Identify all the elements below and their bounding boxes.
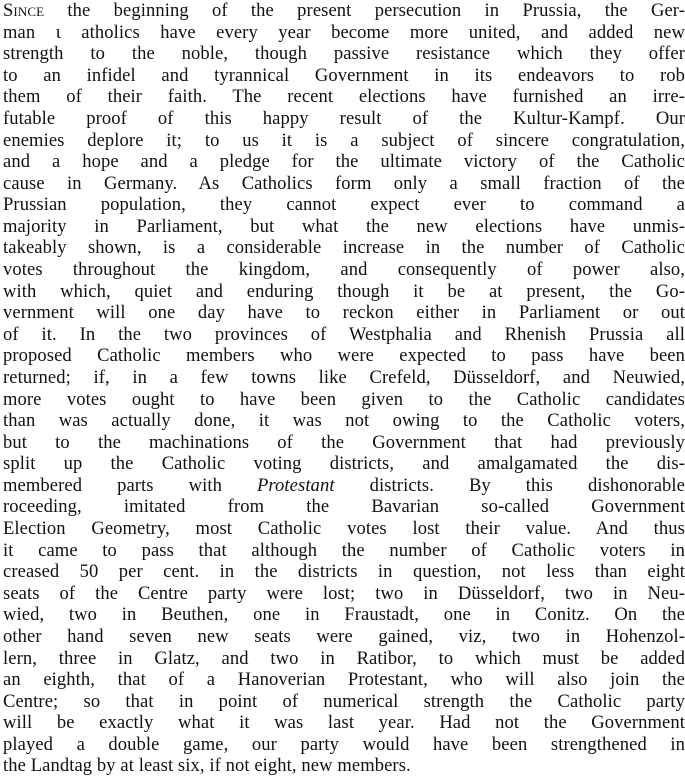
text-line-19: more votes ought to have been given to the Catholic candidates [3,388,685,410]
text-line-4: to an infidel and tyrannical Government in its endeavors to rob [3,64,685,86]
text-line-16: of it. In the two provinces of Westphalia and Rhenish Prussia all [3,323,685,345]
text-line-15: vernment will one day have to reckon either in Parliament or out [3,302,685,324]
text-line-17: proposed Catholic members who were expected to pass have been [3,345,685,367]
text-line-29: wied, two in Beuthen, one in Fraustadt, one in Conitz. On the [3,604,685,626]
text-line-36: the Landtag by at least six, if not eight, new members. [3,755,411,777]
text-line-6: futable proof of this happy result of the Kultur-Kampf. Our [3,107,685,129]
text-line-2: man ι atholics have every year become more united, and added new [3,21,685,43]
text-line-8: and a hope and a pledge for the ultimate victory of the Catholic [3,151,685,173]
text-line-7: enemies deplore it; to us it is a subject of sincere congratulation, [3,129,685,151]
text-line-35: played a double game, our party would have been strengthened in [3,733,685,755]
text-line-5: them of their faith. The recent elections have furnished an irre- [3,86,685,108]
text-line-30: other hand seven new seats were gained, viz, two in Hohenzol- [3,625,685,647]
text-line-11: majority in Parliament, but what the new elections have unmis- [3,215,685,237]
text-line-23: membered parts with Protestant districts. By this dishonorable [3,474,685,496]
text-line-13: votes throughout the kingdom, and consequently of power also, [3,259,685,280]
text-line-21: but to the machinations of the Government that had previously [3,431,685,453]
text-line-12: takeably shown, is a considerable increase in the number of Catholic [3,237,685,259]
text-line-1: Since the beginning of the present persecution in Prussia, the Ger- [3,0,685,21]
text-line-34: will be exactly what it was last year. Had not the Government [3,712,685,734]
text-line-22: split up the Catholic voting districts, and amalgamated the dis- [3,453,685,475]
italic-word: Protestant [257,474,335,496]
article-page [3,0,685,777]
text-line-31: lern, three in Glatz, and two in Ratibor, to which must be added [3,647,685,669]
text-line-25: Election Geometry, most Catholic votes lost their value. And thus [3,518,685,539]
text-line-3: strength to the noble, though passive resistance which they offer [3,43,685,65]
text-line-10: Prussian population, they cannot expect ever to command a [3,194,685,216]
text-line-27: creased 50 per cent. in the districts in question, not less than eight [3,561,685,583]
text-line-20: than was actually done, it was not owing to the Catholic voters, [3,410,685,432]
text-line-32: an eighth, that of a Hanoverian Protestant, who will also join the [3,669,685,691]
opening-word: Since [3,0,45,21]
text-line-18: returned; if, in a few towns like Crefeld, Düsseldorf, and Neuwied, [3,366,685,388]
text-line-33: Centre; so that in point of numerical strength the Catholic party [3,690,685,712]
text-line-14: with which, quiet and enduring though it be at present, the Go- [3,280,685,302]
text-line-9: cause in Germany. As Catholics form only a small fraction of the [3,172,685,194]
text-line-28: seats of the Centre party were lost; two in Düsseldorf, two in Neu- [3,582,685,604]
text-line-26: it came to pass that although the number of Catholic voters in [3,539,685,561]
text-line-24: roceeding, imitated from the Bavarian so-called Government [3,496,685,518]
